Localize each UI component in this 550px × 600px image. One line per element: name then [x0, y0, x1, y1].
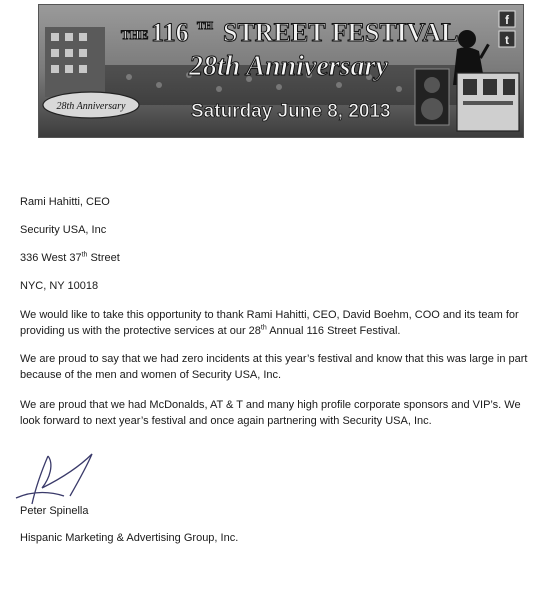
body-paragraph-1: We would like to take this opportunity to thank Rami Hahitti, CEO, David Boehm, COO and its team for providing us with the protective services at our 28th Annual 116 Street Festival.: [20, 309, 519, 337]
recipient-street: 336 West 37th Street: [20, 251, 120, 264]
title-rest: STREET FESTIVAL: [223, 18, 459, 47]
twitter-icon: [499, 31, 515, 47]
recipient-company: Security USA, Inc: [20, 224, 107, 236]
title-th: TH: [197, 20, 213, 32]
facebook-icon: [499, 11, 515, 27]
recipient-name: Rami Hahitti, CEO: [20, 196, 110, 208]
title-the: THE: [121, 27, 149, 42]
festival-banner: [38, 4, 524, 138]
body-paragraph-2: We are proud to say that we had zero incidents at this year’s festival and know that this was large in part because of the men and women of Security USA, Inc.: [20, 353, 528, 381]
building-graphic: [45, 27, 105, 97]
banner-graphic: [39, 5, 523, 137]
anniversary-badge: [43, 92, 139, 118]
body-paragraph-3: We are proud that we had McDonalds, AT & T and many high profile corporate sponsors and VIP’s. We look forward to next year’s festival and once again partnering with Security USA, Inc.: [20, 399, 521, 427]
recipient-city: NYC, NY 10018: [20, 280, 99, 292]
signer-name: Peter Spinella: [20, 505, 89, 517]
signer-company: Hispanic Marketing & Advertising Group, Inc.: [20, 532, 239, 544]
svg-text:t: t: [505, 33, 509, 47]
anniversary-title: 28th Anniversary: [189, 51, 388, 82]
title-number: 116: [151, 18, 189, 47]
event-date: Saturday June 8, 2013: [191, 101, 391, 122]
banner-title: [121, 18, 458, 47]
speaker-graphic: [415, 69, 449, 125]
subway-train-graphic: [457, 73, 519, 131]
badge-text: 28th Anniversary: [56, 101, 126, 112]
svg-text:f: f: [505, 13, 509, 27]
